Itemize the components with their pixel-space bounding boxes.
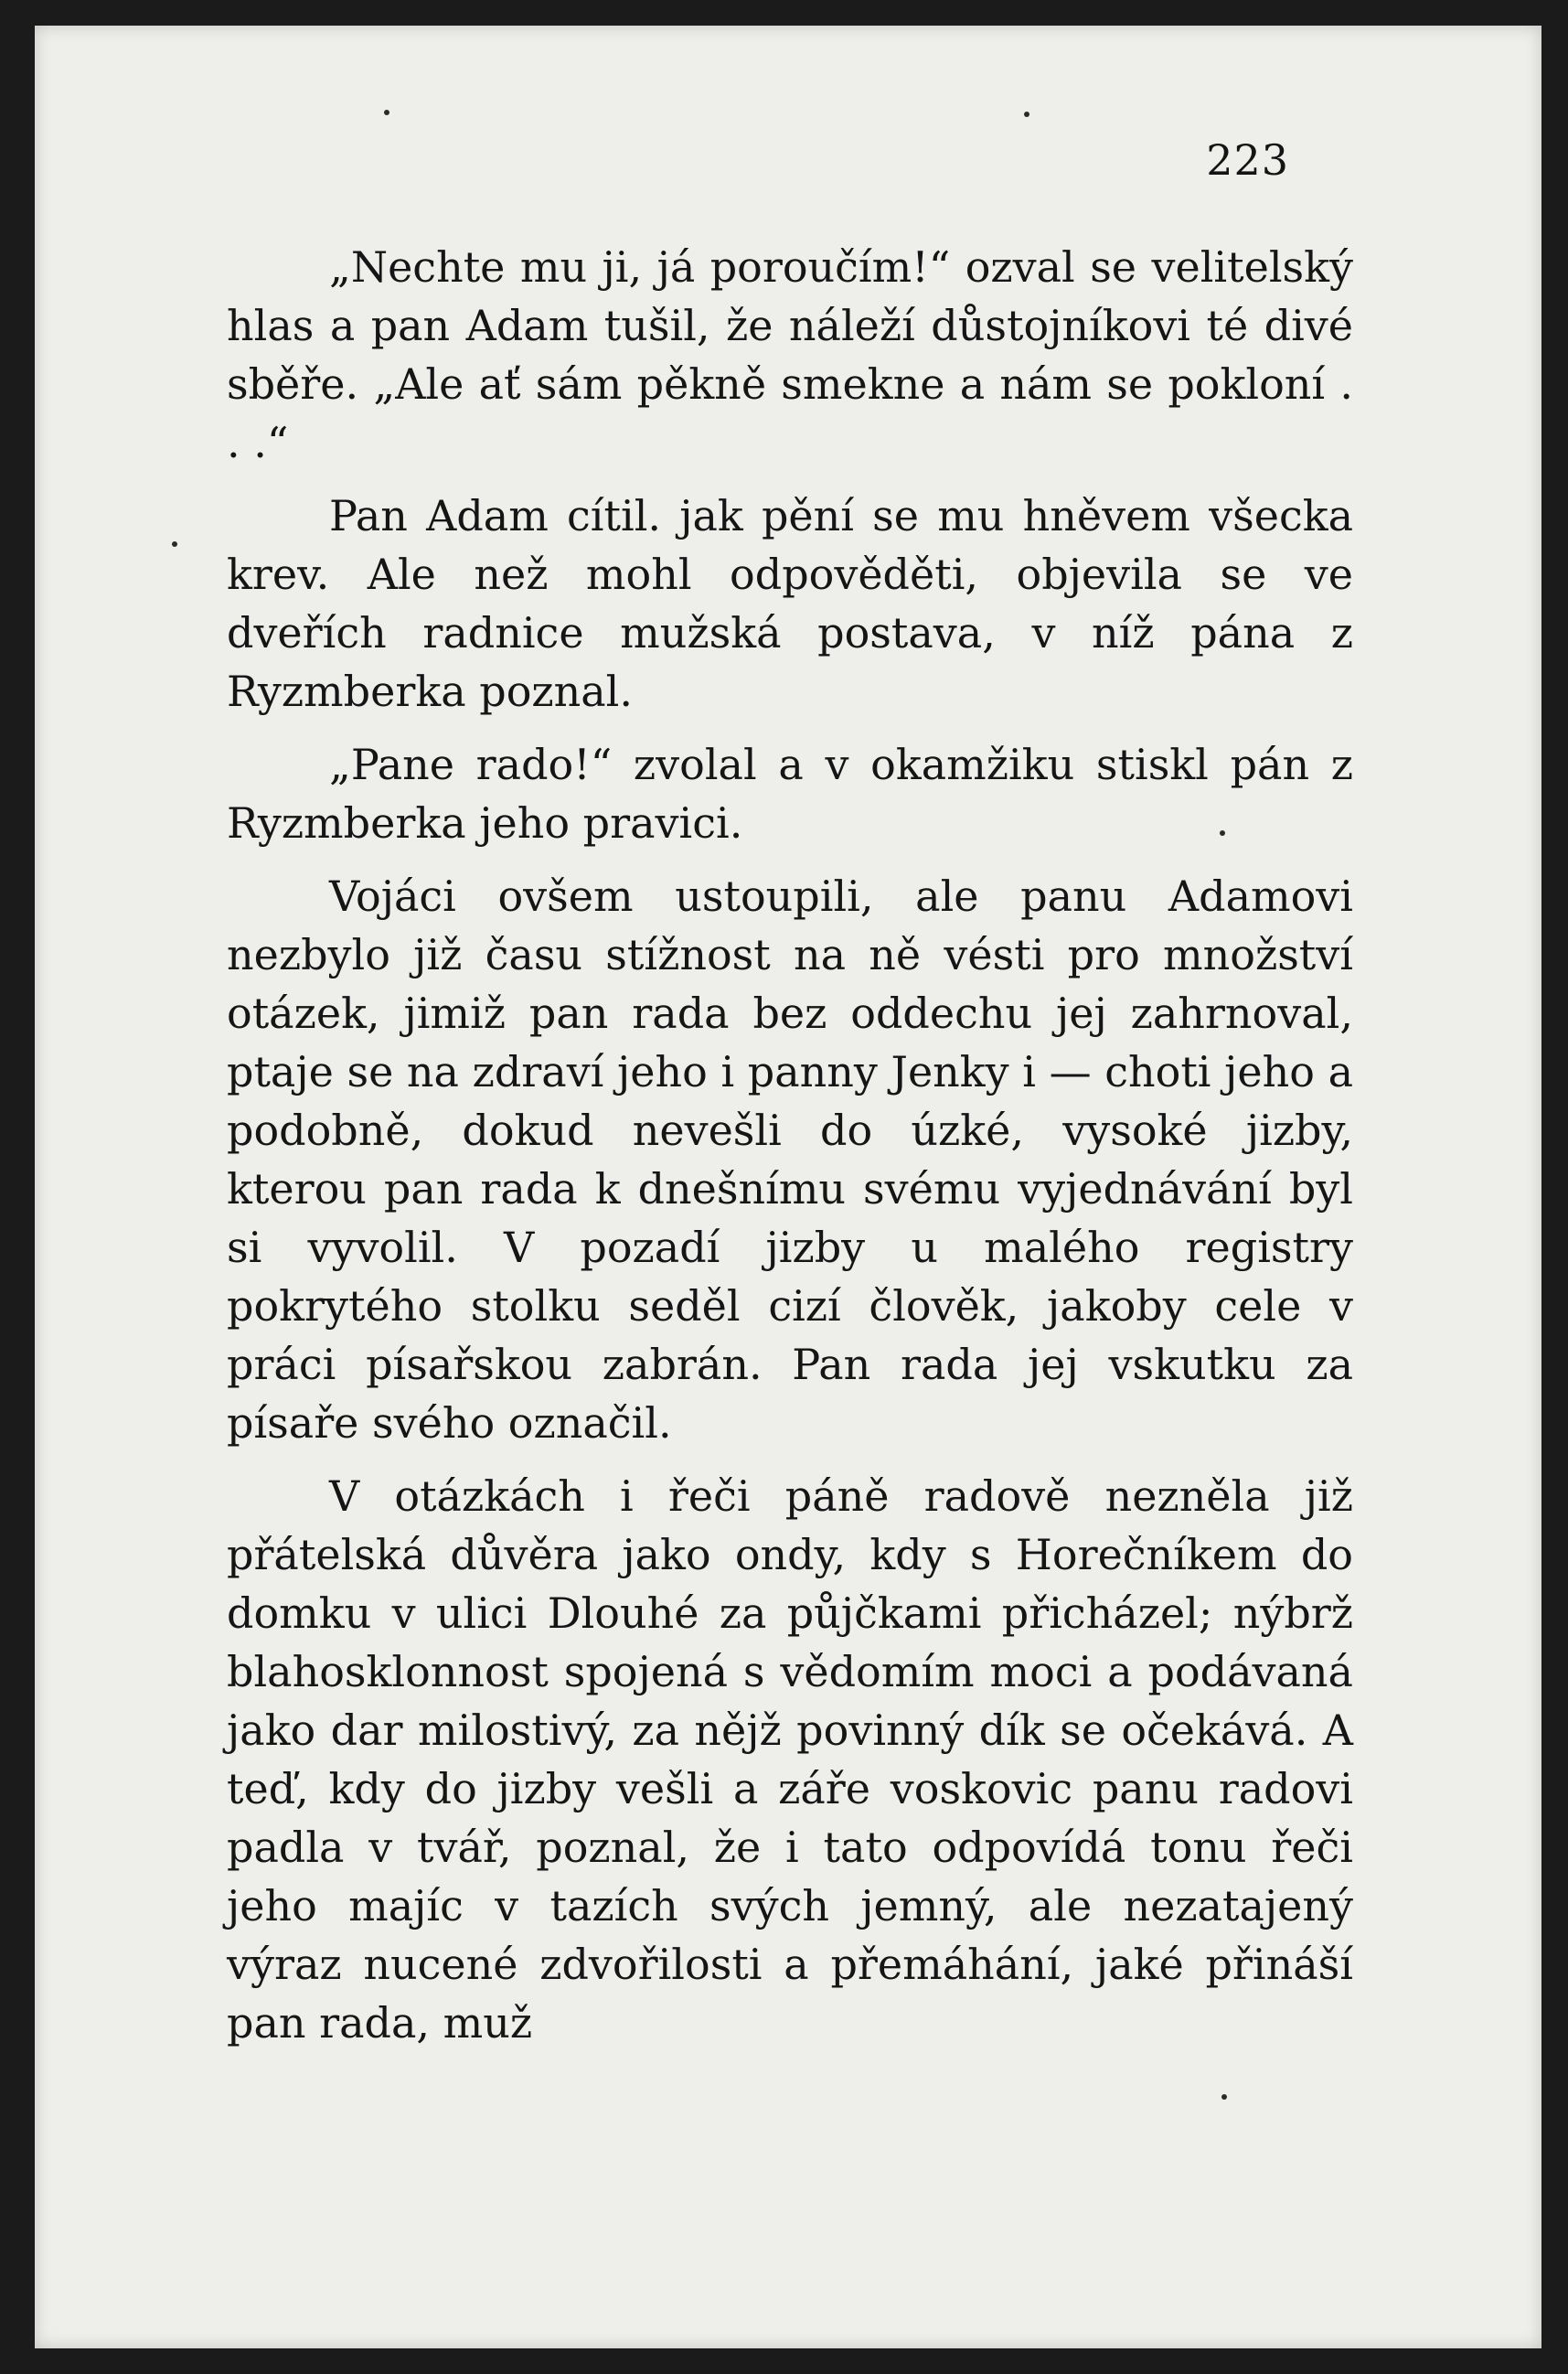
paragraph-2: Pan Adam cítil. jak pění se mu hněvem všecka krev. Ale než mohl odpověděti, objevila se ve dveřích radnice mužská postava, v níž pána z Ryzmberka poznal. bbox=[227, 491, 1353, 716]
page-number: 223 bbox=[1206, 135, 1289, 185]
scan-speck bbox=[1221, 2094, 1227, 2100]
paragraph-3: „Pane rado!“ zvolal a v okamžiku stiskl pán z Ryzmberka jeho pravici. bbox=[227, 740, 1353, 848]
scan-speck bbox=[172, 541, 177, 547]
paragraph-1: „Nechte mu ji, já poroučím!“ ozval se velitelský hlas a pan Adam tušil, že náleží důstojníkovi té divé sběře. „Ale ať sám pěkně smekne a nám se pokloní . . .“ bbox=[227, 242, 1353, 467]
paragraph-4: Vojáci ovšem ustoupili, ale panu Adamovi nezbylo již času stížnost na ně vésti pro množství otázek, jimiž pan rada bez oddechu jej zahrnoval, ptaje se na zdraví jeho i panny Jenky i — choti jeho a podobně, dokud nevešli do úzké, vysoké jizby, kterou pan rada k dnešnímu svému vyjednávání byl si vyvolil. V pozadí jizby u malého registry pokrytého stolku seděl cizí člověk, jakoby cele v práci písařskou zabrán. Pan rada jej vskutku za písaře svého označil. bbox=[227, 872, 1353, 1448]
scan-speck bbox=[1220, 830, 1225, 836]
body-text bbox=[227, 238, 1353, 2067]
scan-speck bbox=[1024, 112, 1029, 117]
scan-speck bbox=[384, 110, 389, 115]
paragraph-5: V otázkách i řeči páně radově nezněla již přátelská důvěra jako ondy, kdy s Horečníkem do domku v ulici Dlouhé za půjčkami přicházel; nýbrž blahosklonnost spojená s vědomím moci a podávaná jako dar milostivý, za nějž povinný dík se očekává. A teď, kdy do jizby vešli a záře voskovic panu radovi padla v tvář, poznal, že i tato odpovídá tonu řeči jeho majíc v tazích svých jemný, ale nezatajený výraz nucené zdvořilosti a přemáhání, jaké přináší pan rada, muž bbox=[227, 1471, 1353, 2048]
book-page bbox=[35, 26, 1541, 2348]
